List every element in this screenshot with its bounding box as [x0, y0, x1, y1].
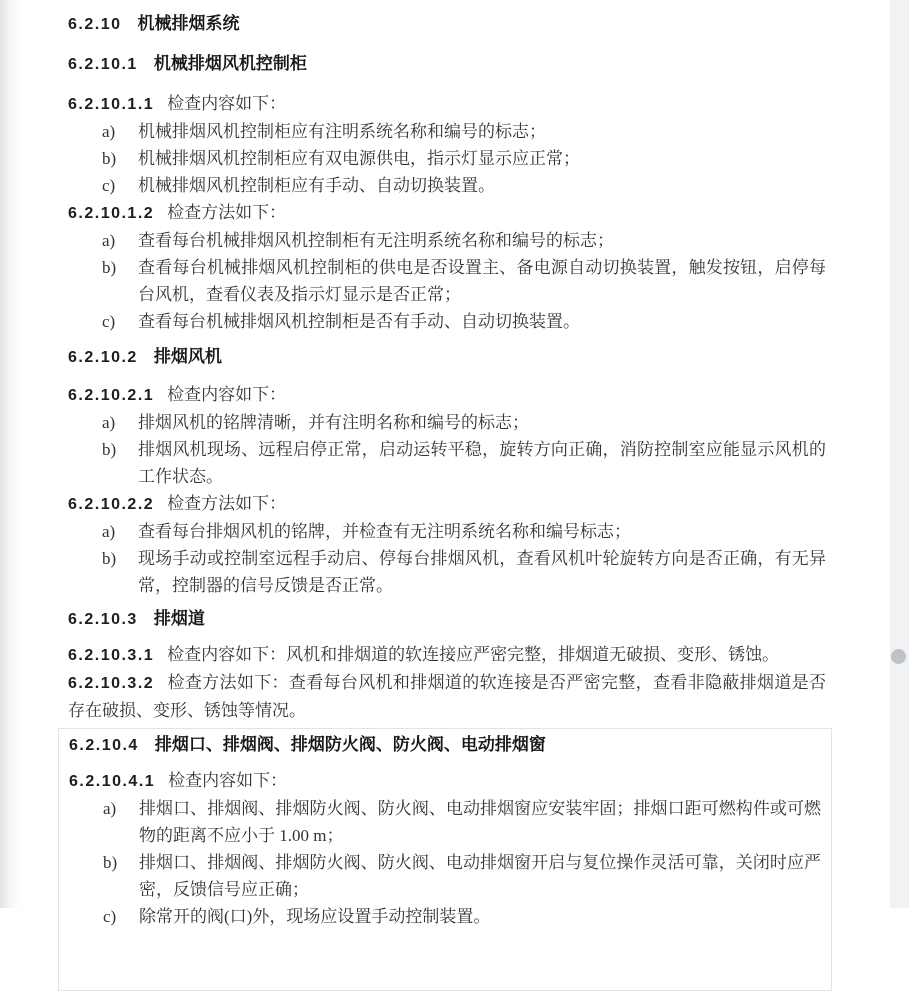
list-item — [69, 849, 821, 903]
section-title: 排烟口、排烟阀、排烟防火阀、防火阀、电动排烟窗 — [154, 735, 546, 754]
section-number: 6.2.10 — [68, 16, 122, 33]
section-number: 6.2.10.3 — [68, 611, 138, 628]
list-item — [68, 518, 826, 545]
section-heading-6-2-10-4 — [69, 731, 821, 759]
list-marker: c) — [103, 907, 117, 926]
list-item-text: 除常开的阀(口)外，现场应设置手动控制装置。 — [139, 907, 491, 926]
clause-number: 6.2.10.3.2 — [68, 675, 155, 692]
list-marker: c) — [102, 312, 116, 331]
section-number: 6.2.10.2 — [68, 349, 138, 366]
scrollbar-thumb-icon[interactable] — [891, 649, 906, 664]
section-heading-6-2-10 — [68, 10, 826, 38]
clause-number: 6.2.10.3.1 — [68, 647, 155, 664]
clause-lead: 检查内容如下： — [168, 771, 288, 790]
list-item — [68, 545, 826, 599]
list-item — [68, 409, 826, 436]
clause-lead: 检查方法如下： — [167, 494, 287, 513]
clause-number: 6.2.10.1.2 — [68, 205, 155, 222]
section-title: 机械排烟风机控制柜 — [153, 54, 307, 73]
section-title: 机械排烟系统 — [137, 14, 240, 33]
list-item-text: 查看每台排烟风机的铭牌，并检查有无注明系统名称和编号标志； — [138, 522, 631, 541]
scrollbar-track[interactable] — [890, 0, 909, 908]
list-item — [68, 118, 826, 145]
clause-6-2-10-2-2 — [68, 490, 826, 518]
list-item — [68, 227, 826, 254]
list-item — [68, 254, 826, 308]
clause-number: 6.2.10.4.1 — [69, 773, 156, 790]
list-item — [68, 172, 826, 199]
list-item-text: 现场手动或控制室远程手动启、停每台排烟风机，查看风机叶轮旋转方向是否正确，有无异常，控制器的信号反馈是否正常。 — [138, 549, 826, 595]
paragraph-text: 检查方法如下：查看每台风机和排烟道的软连接是否严密完整，查看非隐蔽排烟道是否存在破损、变形、锈蚀等情况。 — [68, 673, 826, 720]
paragraph-6-2-10-3-2 — [68, 669, 826, 724]
list-item-text: 机械排烟风机控制柜应有注明系统名称和编号的标志； — [138, 122, 546, 141]
list-marker: a) — [102, 413, 116, 432]
clause-lead: 检查内容如下： — [167, 94, 287, 113]
clause-number: 6.2.10.2.1 — [68, 387, 155, 404]
section-heading-6-2-10-3 — [68, 605, 826, 633]
document-page — [68, 0, 826, 991]
list-item — [68, 436, 826, 490]
list-item-text: 机械排烟风机控制柜应有手动、自动切换装置。 — [138, 176, 495, 195]
clause-6-2-10-1-1 — [68, 90, 826, 118]
clause-number: 6.2.10.1.1 — [68, 96, 155, 113]
list-item-text: 排烟口、排烟阀、排烟防火阀、防火阀、电动排烟窗应安装牢固；排烟口距可燃构件或可燃物的距离不应小于 1.00 m； — [139, 799, 821, 845]
clause-6-2-10-4-1 — [69, 767, 821, 795]
section-heading-6-2-10-2 — [68, 343, 826, 371]
list-marker: b) — [102, 149, 117, 168]
list-marker: b) — [102, 258, 117, 277]
clause-number: 6.2.10.2.2 — [68, 496, 155, 513]
list-item-text: 排烟口、排烟阀、排烟防火阀、防火阀、电动排烟窗开启与复位操作灵活可靠，关闭时应严密，反馈信号应正确； — [139, 853, 821, 899]
list-item — [69, 903, 821, 930]
clause-6-2-10-2-1 — [68, 381, 826, 409]
list-item-text: 排烟风机的铭牌清晰，并有注明名称和编号的标志； — [138, 413, 529, 432]
section-title: 排烟风机 — [153, 347, 222, 366]
list-marker: b) — [102, 549, 117, 568]
list-item — [68, 145, 826, 172]
list-item-text: 查看每台机械排烟风机控制柜有无注明系统名称和编号的标志； — [138, 231, 614, 250]
page-left-shadow — [0, 0, 22, 908]
section-number: 6.2.10.4 — [69, 737, 139, 754]
section-number: 6.2.10.1 — [68, 56, 138, 73]
list-item-text: 排烟风机现场、远程启停正常，启动运转平稳，旋转方向正确，消防控制室应能显示风机的工作状态。 — [138, 440, 826, 486]
paragraph-6-2-10-3-1 — [68, 641, 826, 669]
list-marker: a) — [102, 122, 116, 141]
list-marker: a) — [103, 799, 117, 818]
list-item — [68, 308, 826, 335]
list-marker: a) — [102, 522, 116, 541]
section-title: 排烟道 — [153, 609, 205, 628]
list-item-text: 查看每台机械排烟风机控制柜是否有手动、自动切换装置。 — [138, 312, 580, 331]
list-item-text: 查看每台机械排烟风机控制柜的供电是否设置主、备电源自动切换装置，触发按钮，启停每台风机，查看仪表及指示灯显示是否正常； — [138, 258, 826, 304]
list-marker: b) — [102, 440, 117, 459]
paragraph-text: 检查内容如下：风机和排烟道的软连接应严密完整，排烟道无破损、变形、锈蚀。 — [167, 645, 780, 664]
list-item-text: 机械排烟风机控制柜应有双电源供电，指示灯显示应正常； — [138, 149, 580, 168]
list-marker: c) — [102, 176, 116, 195]
list-marker: b) — [103, 853, 118, 872]
clause-lead: 检查方法如下： — [167, 203, 287, 222]
highlighted-section-box — [58, 728, 832, 991]
clause-lead: 检查内容如下： — [167, 385, 287, 404]
section-heading-6-2-10-1 — [68, 50, 826, 78]
clause-6-2-10-1-2 — [68, 199, 826, 227]
list-item — [69, 795, 821, 849]
list-marker: a) — [102, 231, 116, 250]
